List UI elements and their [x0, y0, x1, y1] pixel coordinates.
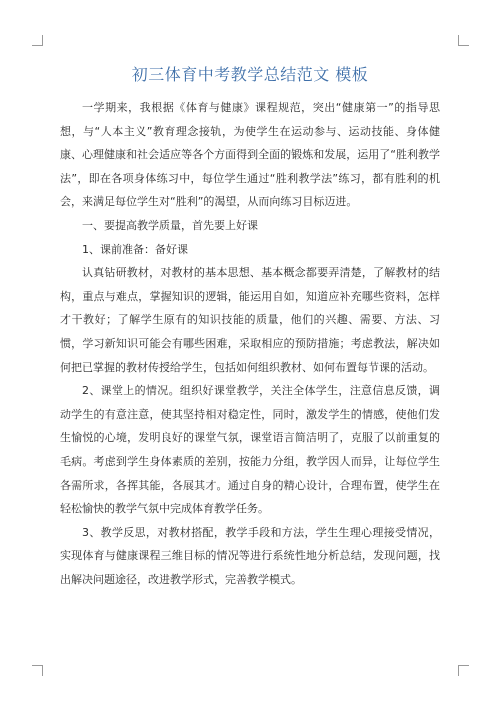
subsection-heading: 1、课前准备：备好课 — [82, 242, 188, 256]
intro-paragraph: 一学期来，我根据《体育与健康》课程规范，突出“健康第一”的指导思想，与“人本主义”教育理念接轨，为使学生在运动参与、运动技能、身体健康、心理健康和社会适应等各个方面得到全面的锻炼和发展，运用了“胜利教学法”，即在各项身体练习中，每位学生通过“胜利教学法”练习，都有胜利的机会，来满足每位学生对“胜利”的渴望，从而向练习目标迈进。 — [60, 101, 440, 209]
crop-mark-top-left — [32, 35, 43, 46]
document-title: 初三体育中考教学总结范文 模板 — [131, 65, 369, 84]
body-paragraph: 3、教学反思，对教材搭配，教学手段和方法，学生生理心理接受情况，实现体育与健康课程三维目标的情况等进行系统性地分析总结，发现问题，找出解决问题途径，改进教学形式，完善教学模式。 — [60, 525, 440, 586]
crop-mark-bottom-right — [458, 665, 469, 676]
document-body — [60, 96, 440, 591]
body-paragraph: 认真钻研教材，对教材的基本思想、基本概念都要弄清楚，了解教材的结构，重点与难点，掌握知识的逻辑，能运用自如，知道应补充哪些资料，怎样才干教好；了解学生原有的知识技能的质量，他们的兴趣、需要、方法、习惯，学习新知识可能会有哪些困难，采取相应的预防措施；考虑教法，解决如何把已掌握的教材传授给学生，包括如何组织教材、如何布置每节课的活动。 — [60, 266, 440, 374]
body-paragraph: 2、课堂上的情况。组织好课堂教学，关注全体学生，注意信息反馈，调动学生的有意注意，使其坚持相对稳定性，同时，激发学生的情感，使他们发生愉悦的心境，发明良好的课堂气氛，课堂语言简洁明了，克服了以前重复的毛病。考虑到学生身体素质的差别，按能力分组，教学因人而异，让每位学生各需所求，各挥其能，各展其才。通过自身的精心设计，合理布置，使学生在轻松愉快的教学气氛中完成体育教学任务。 — [60, 384, 440, 516]
crop-mark-top-right — [458, 35, 469, 46]
crop-mark-bottom-left — [32, 665, 43, 676]
section-heading: 一、要提高教学质量，首先要上好课 — [82, 218, 258, 232]
